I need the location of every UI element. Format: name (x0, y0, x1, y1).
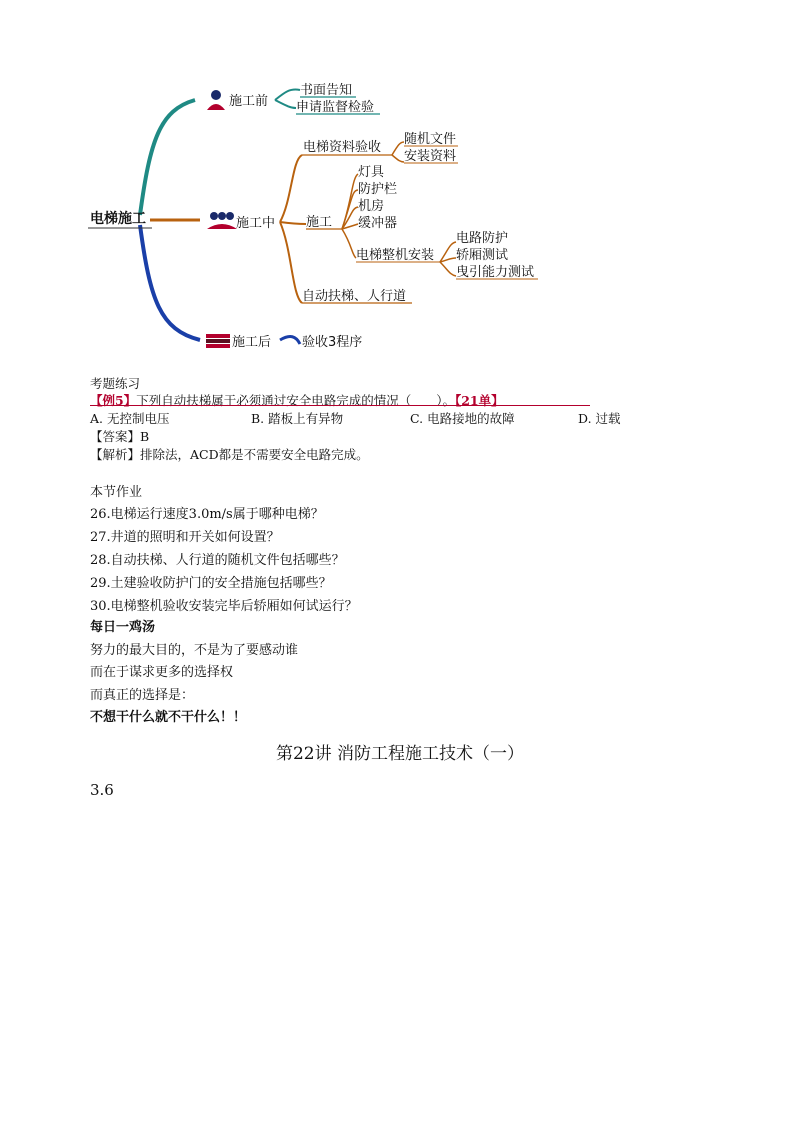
node-docs-2: 安装资料 (404, 149, 457, 164)
node-install-3: 曳引能力测试 (456, 265, 535, 280)
daily-heading: 每日一鸡汤 (90, 620, 156, 635)
exercise-heading: 考题练习 (90, 376, 141, 391)
node-construct-3: 机房 (358, 199, 385, 214)
person-icon-before (207, 90, 225, 110)
exercise-source: 【21单】 (454, 393, 504, 408)
node-after: 施工后 (232, 335, 272, 350)
daily-line: 而在于谋求更多的选择权 (90, 665, 234, 680)
node-escalator: 自动扶梯、人行道 (302, 289, 407, 304)
node-construct: 施工 (306, 215, 333, 230)
node-install: 电梯整机安装 (356, 248, 435, 263)
section-number: 3.6 (90, 781, 114, 799)
option-b: B. 踏板上有异物 (251, 411, 344, 426)
branch-before (140, 100, 195, 215)
answer-label: 【答案】 (90, 429, 141, 444)
exercise-underline (90, 405, 590, 406)
answer-value: B (140, 429, 150, 444)
homework-item: 30.电梯整机验收安装完毕后轿厢如何试运行？ (90, 599, 358, 614)
node-install-2: 轿厢测试 (456, 248, 509, 263)
exercise-question-line (90, 391, 504, 409)
mindmap-root: 电梯施工 (90, 211, 146, 227)
mind-map (0, 0, 800, 370)
analysis-label: 【解析】 (90, 447, 141, 462)
node-install-1: 电路防护 (456, 231, 509, 246)
exercise-tag: 【例5】 (90, 393, 137, 408)
answer-line (90, 427, 149, 445)
homework-heading: 本节作业 (90, 485, 143, 500)
node-docs: 电梯资料验收 (303, 140, 382, 155)
option-c: C. 电路接地的故障 (410, 411, 515, 426)
exercise-question: 下列自动扶梯属于必须通过安全电路完成的情况（ ）。 (136, 393, 455, 408)
option-a: A. 无控制电压 (90, 411, 170, 426)
group-icon-during (207, 212, 237, 229)
node-before-2: 申请监督检验 (296, 100, 375, 115)
option-d: D. 过载 (578, 411, 621, 426)
homework-item: 27.井道的照明和开关如何设置？ (90, 530, 280, 545)
node-before: 施工前 (229, 94, 269, 109)
homework-item: 26.电梯运行速度3.0m/s属于哪种电梯？ (90, 507, 324, 522)
node-construct-2: 防护栏 (358, 182, 398, 197)
homework-item: 28.自动扶梯、人行道的随机文件包括哪些？ (90, 553, 345, 568)
daily-final: 不想干什么就不干什么！！ (90, 710, 247, 725)
analysis-text: 排除法，ACD都是不需要安全电路完成。 (140, 447, 369, 462)
branch-after (140, 225, 200, 340)
node-after-1: 验收3程序 (302, 335, 363, 350)
node-during: 施工中 (236, 216, 276, 231)
node-construct-1: 灯具 (358, 165, 385, 180)
stack-icon-after (206, 334, 230, 348)
node-docs-1: 随机文件 (404, 132, 457, 147)
lecture-title: 第22讲 消防工程施工技术（一） (275, 744, 525, 764)
node-before-1: 书面告知 (300, 83, 353, 98)
node-construct-4: 缓冲器 (358, 216, 398, 231)
analysis-line (90, 445, 369, 463)
daily-line: 努力的最大目的，不是为了要感动谁 (90, 643, 299, 658)
homework-item: 29.土建验收防护门的安全措施包括哪些？ (90, 576, 332, 591)
daily-line: 而真正的选择是： (90, 688, 195, 703)
